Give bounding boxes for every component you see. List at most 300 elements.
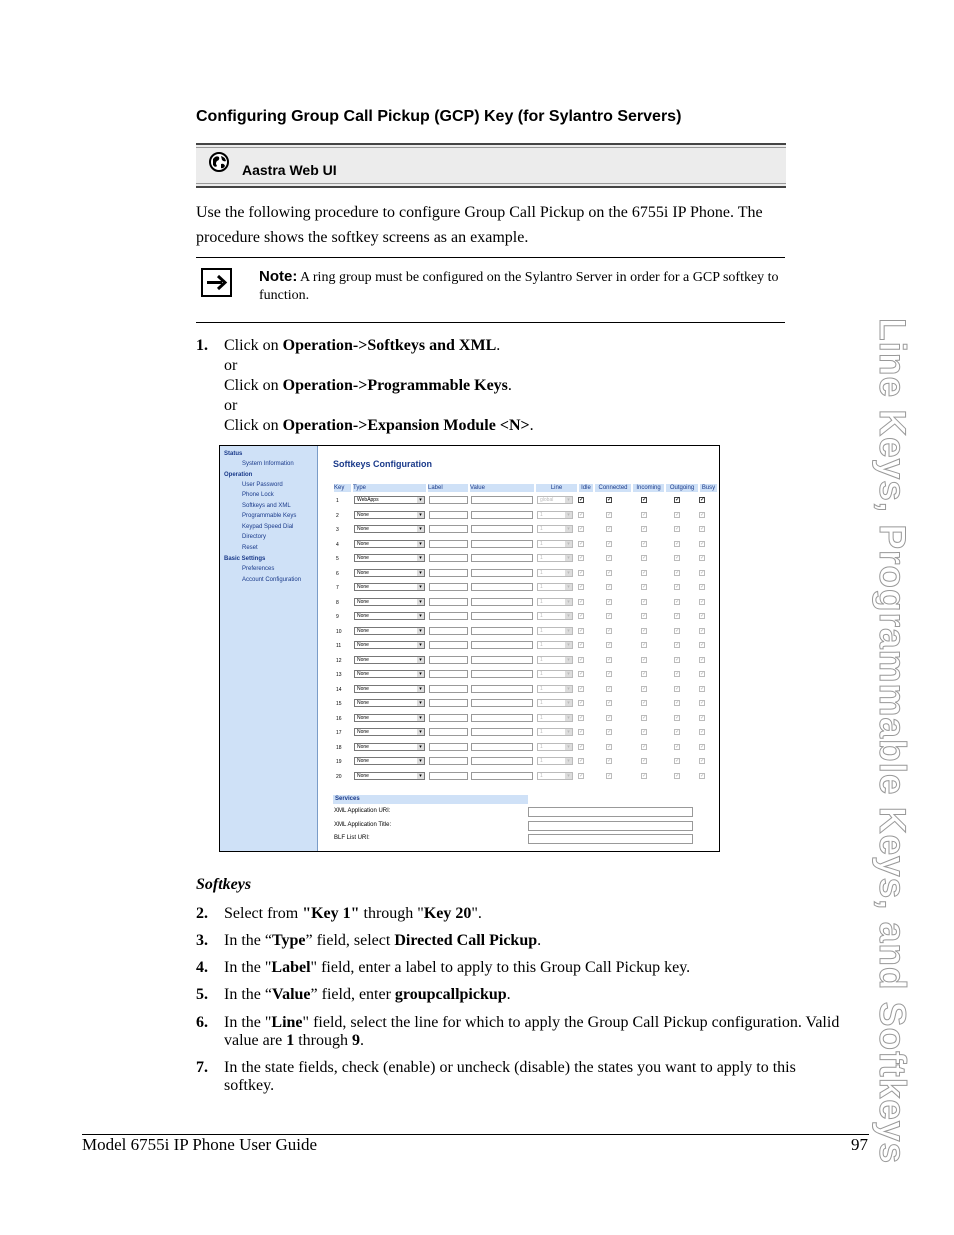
- state-checkbox[interactable]: ✓: [642, 685, 648, 692]
- text-run: In the ": [224, 959, 272, 976]
- label-field[interactable]: [429, 728, 468, 736]
- state-checkbox[interactable]: ✓: [675, 569, 681, 576]
- state-checkbox[interactable]: ✓: [579, 743, 585, 750]
- step-text: [224, 905, 846, 923]
- state-checkbox[interactable]: ✓: [675, 540, 681, 547]
- line-select[interactable]: 1 ▾: [537, 612, 573, 620]
- state-checkbox[interactable]: ✓: [700, 555, 706, 561]
- nav-heading: Status: [224, 451, 243, 457]
- emphasis: groupcallpickup: [394, 986, 507, 1003]
- line-select[interactable]: 1 ▾: [537, 685, 573, 693]
- screenshot-title: Softkeys Configuration: [333, 459, 433, 469]
- emphasis: 9: [351, 1032, 360, 1049]
- state-checkbox[interactable]: ✓: [579, 671, 585, 677]
- line-select[interactable]: 1 ▾: [537, 656, 573, 664]
- emphasis: 1: [286, 1032, 295, 1049]
- state-checkbox[interactable]: ✓: [642, 584, 648, 590]
- table-row: [334, 771, 719, 783]
- state-checkbox[interactable]: ✓: [607, 700, 613, 706]
- step-item: [196, 905, 846, 923]
- table-row: [334, 495, 719, 507]
- step-text: [224, 1059, 846, 1095]
- state-checkbox[interactable]: ✓: [642, 613, 648, 619]
- value-field[interactable]: [471, 743, 533, 751]
- column-header: Line: [536, 484, 577, 492]
- state-checkbox[interactable]: ✓: [700, 714, 706, 721]
- line-select[interactable]: 1 ▾: [537, 757, 573, 765]
- table-row: [334, 553, 719, 565]
- type-select[interactable]: None ▾: [354, 511, 425, 519]
- state-checkbox[interactable]: ✓: [579, 700, 585, 706]
- service-label: XML Application Title:: [334, 821, 392, 828]
- emphasis: Value: [271, 986, 311, 1003]
- value-field[interactable]: [471, 685, 533, 693]
- nav-link[interactable]: User Password: [242, 482, 283, 488]
- state-checkbox[interactable]: ✓: [642, 700, 648, 706]
- nav-link[interactable]: Directory: [242, 534, 267, 540]
- column-header: Type: [353, 484, 426, 492]
- state-checkbox[interactable]: ✓: [642, 511, 648, 518]
- service-input[interactable]: [528, 834, 693, 844]
- type-select[interactable]: None ▾: [354, 598, 425, 606]
- key-number: 8: [336, 599, 339, 606]
- line-select[interactable]: 1 ▾: [537, 699, 573, 707]
- step-item: [196, 986, 846, 1004]
- value-field[interactable]: [471, 583, 533, 591]
- state-checkbox[interactable]: ✓: [607, 555, 613, 561]
- step-1: [196, 336, 836, 436]
- key-number: 2: [336, 512, 339, 519]
- value-field[interactable]: [471, 772, 533, 780]
- state-checkbox[interactable]: ✓: [642, 526, 648, 532]
- label-field[interactable]: [429, 772, 468, 780]
- table-row: [334, 756, 719, 768]
- state-checkbox[interactable]: ✓: [642, 642, 648, 648]
- label-field[interactable]: [429, 714, 468, 722]
- web-ui-label: Aastra Web UI: [242, 162, 337, 178]
- nav-link[interactable]: Preferences: [242, 566, 275, 572]
- table-row: [334, 698, 719, 710]
- state-checkbox[interactable]: ✓: [642, 598, 648, 605]
- label-field[interactable]: [429, 496, 468, 504]
- table-row: [334, 713, 719, 725]
- label-field[interactable]: [429, 583, 468, 591]
- line-select[interactable]: 1 ▾: [537, 627, 573, 635]
- state-checkbox[interactable]: ✓: [579, 656, 585, 663]
- footer-title: Model 6755i IP Phone User Guide: [82, 1135, 317, 1154]
- value-field[interactable]: [471, 656, 533, 664]
- column-header: Connected: [595, 484, 631, 492]
- type-select[interactable]: None ▾: [354, 525, 425, 533]
- key-number: 19: [336, 759, 342, 765]
- punct: .: [507, 377, 512, 394]
- state-checkbox[interactable]: ✓: [607, 526, 613, 532]
- state-checkbox[interactable]: ✓: [642, 671, 648, 677]
- type-select[interactable]: None ▾: [354, 641, 425, 649]
- key-number: 20: [336, 773, 342, 780]
- state-checkbox[interactable]: ✓: [675, 758, 681, 764]
- text-run: .: [537, 932, 542, 949]
- or-text: or: [224, 357, 238, 374]
- line-select[interactable]: global ▾: [537, 496, 573, 504]
- key-number: 5: [336, 556, 339, 562]
- state-checkbox[interactable]: ✓: [675, 729, 681, 735]
- type-select[interactable]: None ▾: [354, 714, 425, 722]
- note-label: Note:: [259, 268, 298, 285]
- step-text: Click on: [224, 377, 283, 394]
- key-number: 15: [336, 701, 342, 707]
- type-select[interactable]: None ▾: [354, 569, 425, 577]
- table-row: [334, 568, 719, 580]
- state-checkbox[interactable]: ✓: [579, 598, 585, 605]
- key-number: 6: [336, 570, 339, 577]
- emphasis: Line: [271, 1014, 303, 1031]
- emphasis: Type: [271, 932, 306, 949]
- type-select[interactable]: None ▾: [354, 554, 425, 562]
- state-checkbox[interactable]: ✓: [607, 569, 613, 576]
- text-run: " field, select the line for which to apply the Group Call Pickup configuration. Valid value are: [224, 1014, 840, 1049]
- table-row: [334, 582, 719, 594]
- line-select[interactable]: 1 ▾: [537, 641, 573, 649]
- figure-caption: Softkeys: [196, 876, 252, 893]
- state-checkbox[interactable]: ✓: [607, 714, 613, 721]
- table-row: [334, 655, 719, 667]
- line-select[interactable]: 1 ▾: [537, 569, 573, 577]
- step-number: 3.: [196, 932, 208, 949]
- punct: .: [496, 337, 501, 354]
- value-field[interactable]: [471, 569, 533, 577]
- state-checkbox[interactable]: ✓: [675, 772, 681, 779]
- state-checkbox[interactable]: ✓: [700, 613, 706, 619]
- table-row: [334, 539, 719, 551]
- text-run: ” field, select: [305, 932, 395, 949]
- step-item: [196, 932, 846, 950]
- type-select[interactable]: None ▾: [354, 583, 425, 591]
- value-field[interactable]: [471, 641, 533, 649]
- state-checkbox[interactable]: ✓: [700, 700, 706, 706]
- state-checkbox[interactable]: ✓: [675, 613, 681, 619]
- state-checkbox[interactable]: ✓: [675, 656, 681, 663]
- emphasis: Label: [271, 959, 311, 976]
- state-checkbox[interactable]: ✓: [675, 511, 681, 518]
- state-checkbox[interactable]: ✓: [700, 584, 706, 590]
- column-header: Key: [334, 484, 351, 492]
- line-select[interactable]: 1 ▾: [537, 511, 573, 519]
- state-checkbox[interactable]: ✓: [642, 656, 648, 663]
- nav-link[interactable]: Keypad Speed Dial: [242, 524, 294, 530]
- arrow-icon: [201, 268, 232, 297]
- state-checkbox[interactable]: ✓: [579, 526, 585, 532]
- state-checkbox[interactable]: ✓: [675, 642, 681, 648]
- state-checkbox[interactable]: ✓: [675, 555, 681, 561]
- label-field[interactable]: [429, 743, 468, 751]
- state-checkbox[interactable]: ✓: [607, 656, 613, 663]
- state-checkbox[interactable]: ✓: [642, 714, 648, 721]
- line-select[interactable]: 1 ▾: [537, 554, 573, 562]
- state-checkbox[interactable]: ✓: [675, 700, 681, 706]
- state-checkbox[interactable]: ✓: [700, 540, 706, 547]
- state-checkbox[interactable]: ✓: [675, 497, 681, 503]
- step-number: 1.: [196, 337, 208, 354]
- value-field[interactable]: [471, 598, 533, 606]
- type-select[interactable]: None ▾: [354, 699, 425, 707]
- label-field[interactable]: [429, 554, 468, 562]
- label-field[interactable]: [429, 612, 468, 620]
- column-header: Outgoing: [666, 484, 698, 492]
- value-field[interactable]: [471, 554, 533, 562]
- state-checkbox[interactable]: ✓: [579, 555, 585, 561]
- key-number: 3: [336, 527, 339, 533]
- step-text: [224, 1014, 846, 1050]
- step-number: 4.: [196, 959, 208, 976]
- key-number: 4: [336, 541, 339, 548]
- menu-path: Operation->Programmable Keys: [282, 377, 508, 394]
- step-number: 7.: [196, 1059, 208, 1076]
- text-run: In the “: [224, 932, 272, 949]
- state-checkbox[interactable]: ✓: [642, 569, 648, 576]
- state-checkbox[interactable]: ✓: [675, 671, 681, 677]
- text-run: In the “: [224, 986, 272, 1003]
- state-checkbox[interactable]: ✓: [700, 743, 706, 750]
- value-field[interactable]: [471, 728, 533, 736]
- web-ui-banner: [196, 143, 786, 188]
- key-number: 7: [336, 585, 339, 591]
- line-select[interactable]: 1 ▾: [537, 670, 573, 678]
- state-checkbox[interactable]: ✓: [642, 555, 648, 561]
- state-checkbox[interactable]: ✓: [700, 656, 706, 663]
- value-field[interactable]: [471, 612, 533, 620]
- label-field[interactable]: [429, 511, 468, 519]
- line-select[interactable]: 1 ▾: [537, 540, 573, 548]
- state-checkbox[interactable]: ✓: [607, 584, 613, 590]
- state-checkbox[interactable]: ✓: [579, 540, 585, 547]
- note-body: A ring group must be configured on the Sylantro Server in order for a GCP softkey to function.: [259, 270, 779, 303]
- state-checkbox[interactable]: ✓: [579, 714, 585, 721]
- type-select[interactable]: None ▾: [354, 772, 425, 780]
- table-row: [334, 640, 719, 652]
- state-checkbox[interactable]: ✓: [642, 743, 648, 750]
- state-checkbox[interactable]: ✓: [579, 497, 585, 503]
- state-checkbox[interactable]: ✓: [675, 743, 681, 750]
- state-checkbox[interactable]: ✓: [675, 714, 681, 721]
- state-checkbox[interactable]: ✓: [579, 642, 585, 648]
- state-checkbox[interactable]: ✓: [700, 627, 706, 634]
- type-select[interactable]: None ▾: [354, 612, 425, 620]
- label-field[interactable]: [429, 641, 468, 649]
- state-checkbox[interactable]: ✓: [700, 685, 706, 692]
- text-run: ” field, enter: [310, 986, 395, 1003]
- label-field[interactable]: [429, 525, 468, 533]
- label-field[interactable]: [429, 670, 468, 678]
- line-select[interactable]: 1 ▾: [537, 583, 573, 591]
- type-select[interactable]: None ▾: [354, 685, 425, 693]
- step-number: 2.: [196, 905, 208, 922]
- text-run: Select from: [224, 905, 303, 922]
- state-checkbox[interactable]: ✓: [607, 598, 613, 605]
- value-field[interactable]: [471, 525, 533, 533]
- key-number: 16: [336, 715, 342, 722]
- key-number: 1: [336, 498, 339, 504]
- state-checkbox[interactable]: ✓: [607, 758, 613, 764]
- state-checkbox[interactable]: ✓: [579, 772, 585, 779]
- state-checkbox[interactable]: ✓: [607, 627, 613, 634]
- screenshot-sidebar: [220, 446, 318, 851]
- label-field[interactable]: [429, 757, 468, 765]
- table-row: [334, 684, 719, 696]
- state-checkbox[interactable]: ✓: [607, 685, 613, 692]
- table-row: [334, 597, 719, 609]
- state-checkbox[interactable]: ✓: [642, 627, 648, 634]
- note-top-rule: [196, 257, 785, 258]
- nav-link[interactable]: Reset: [242, 545, 258, 551]
- state-checkbox[interactable]: ✓: [700, 511, 706, 518]
- state-checkbox[interactable]: ✓: [642, 729, 648, 735]
- state-checkbox[interactable]: ✓: [579, 758, 585, 764]
- state-checkbox[interactable]: ✓: [579, 613, 585, 619]
- text-run: In the state fields, check (enable) or uncheck (disable) the states you want to apply to this softkey.: [224, 1059, 796, 1094]
- state-checkbox[interactable]: ✓: [642, 772, 648, 779]
- nav-link[interactable]: Account Configuration: [242, 577, 302, 583]
- service-input[interactable]: [528, 821, 693, 831]
- emphasis: Directed Call Pickup: [394, 932, 538, 949]
- column-header: Incoming: [633, 484, 664, 492]
- state-checkbox[interactable]: ✓: [607, 511, 613, 518]
- state-checkbox[interactable]: ✓: [700, 729, 706, 735]
- table-row: [334, 611, 719, 623]
- step-number: 5.: [196, 986, 208, 1003]
- value-field[interactable]: [471, 699, 533, 707]
- state-checkbox[interactable]: ✓: [579, 627, 585, 634]
- line-select[interactable]: 1 ▾: [537, 598, 573, 606]
- nav-link[interactable]: System Information: [242, 461, 294, 467]
- step-text: Click on: [224, 337, 283, 354]
- state-checkbox[interactable]: ✓: [700, 671, 706, 677]
- state-checkbox[interactable]: ✓: [607, 642, 613, 648]
- value-field[interactable]: [471, 757, 533, 765]
- step-item: [196, 1014, 846, 1050]
- type-select[interactable]: None ▾: [354, 757, 425, 765]
- state-checkbox[interactable]: ✓: [607, 540, 613, 547]
- state-checkbox[interactable]: ✓: [675, 598, 681, 605]
- key-number: 13: [336, 672, 342, 678]
- state-checkbox[interactable]: ✓: [700, 758, 706, 764]
- state-checkbox[interactable]: ✓: [579, 584, 585, 590]
- state-checkbox[interactable]: ✓: [607, 497, 613, 503]
- section-heading: Configuring Group Call Pickup (GCP) Key (for Sylantro Servers): [196, 108, 682, 125]
- type-select[interactable]: None ▾: [354, 627, 425, 635]
- state-checkbox[interactable]: ✓: [675, 526, 681, 532]
- value-field[interactable]: [471, 714, 533, 722]
- line-select[interactable]: 1 ▾: [537, 525, 573, 533]
- line-select[interactable]: 1 ▾: [537, 743, 573, 751]
- state-checkbox[interactable]: ✓: [642, 497, 648, 503]
- key-number: 18: [336, 744, 342, 751]
- value-field[interactable]: [471, 627, 533, 635]
- line-select[interactable]: 1 ▾: [537, 728, 573, 736]
- state-checkbox[interactable]: ✓: [579, 511, 585, 518]
- text-run: through ": [359, 905, 424, 922]
- step-text: [224, 932, 846, 950]
- state-checkbox[interactable]: ✓: [675, 627, 681, 634]
- state-checkbox[interactable]: ✓: [579, 569, 585, 576]
- key-number: 17: [336, 730, 342, 736]
- label-field[interactable]: [429, 699, 468, 707]
- state-checkbox[interactable]: ✓: [607, 729, 613, 735]
- label-field[interactable]: [429, 598, 468, 606]
- state-checkbox[interactable]: ✓: [700, 598, 706, 605]
- label-field[interactable]: [429, 540, 468, 548]
- type-select[interactable]: None ▾: [354, 743, 425, 751]
- service-label: XML Application URI:: [334, 808, 391, 814]
- value-field[interactable]: [471, 540, 533, 548]
- state-checkbox[interactable]: ✓: [607, 613, 613, 619]
- type-select[interactable]: None ▾: [354, 728, 425, 736]
- label-field[interactable]: [429, 656, 468, 664]
- state-checkbox[interactable]: ✓: [607, 671, 613, 677]
- type-select[interactable]: None ▾: [354, 670, 425, 678]
- nav-link[interactable]: Programmable Keys: [242, 513, 297, 519]
- type-select[interactable]: None ▾: [354, 540, 425, 548]
- state-checkbox[interactable]: ✓: [642, 758, 648, 764]
- step-number: 6.: [196, 1014, 208, 1031]
- state-checkbox[interactable]: ✓: [700, 772, 706, 779]
- table-row: [334, 524, 719, 536]
- column-header: Idle: [579, 484, 593, 492]
- key-number: 14: [336, 686, 342, 693]
- state-checkbox[interactable]: ✓: [675, 685, 681, 692]
- label-field[interactable]: [429, 685, 468, 693]
- step-text: [224, 959, 846, 977]
- type-select[interactable]: WebApps ▾: [354, 496, 425, 504]
- state-checkbox[interactable]: ✓: [700, 526, 706, 532]
- nav-link[interactable]: Phone Lock: [242, 492, 274, 498]
- state-checkbox[interactable]: ✓: [675, 584, 681, 590]
- state-checkbox[interactable]: ✓: [579, 729, 585, 735]
- text-run: .: [506, 986, 511, 1003]
- softkeys-screenshot: [219, 445, 720, 852]
- column-header: Value: [470, 484, 534, 492]
- key-number: 11: [336, 643, 342, 649]
- side-title-text: Line Keys, Programmable Keys, and Softkeys: [872, 318, 913, 1165]
- text-run: .: [359, 1032, 364, 1049]
- state-checkbox[interactable]: ✓: [700, 642, 706, 648]
- state-checkbox[interactable]: ✓: [700, 569, 706, 576]
- nav-heading: Basic Settings: [224, 556, 266, 562]
- value-field[interactable]: [471, 670, 533, 678]
- type-select[interactable]: None ▾: [354, 656, 425, 664]
- nav-heading: Operation: [224, 472, 253, 478]
- label-field[interactable]: [429, 569, 468, 577]
- label-field[interactable]: [429, 627, 468, 635]
- table-row: [334, 742, 719, 754]
- line-select[interactable]: 1 ▾: [537, 714, 573, 722]
- state-checkbox[interactable]: ✓: [642, 540, 648, 547]
- value-field[interactable]: [471, 511, 533, 519]
- state-checkbox[interactable]: ✓: [579, 685, 585, 692]
- punct: .: [529, 417, 534, 434]
- state-checkbox[interactable]: ✓: [700, 497, 706, 503]
- nav-link[interactable]: Softkeys and XML: [242, 503, 291, 509]
- step-text: [224, 986, 846, 1004]
- state-checkbox[interactable]: ✓: [607, 772, 613, 779]
- key-number: 10: [336, 628, 342, 635]
- note-text: [259, 268, 784, 305]
- value-field[interactable]: [471, 496, 533, 504]
- line-select[interactable]: 1 ▾: [537, 772, 573, 780]
- intro-paragraph: Use the following procedure to configure Group Call Pickup on the 6755i IP Phone. The procedure shows the softkey screens as an example.: [196, 204, 763, 246]
- service-input[interactable]: [528, 807, 693, 817]
- state-checkbox[interactable]: ✓: [607, 743, 613, 750]
